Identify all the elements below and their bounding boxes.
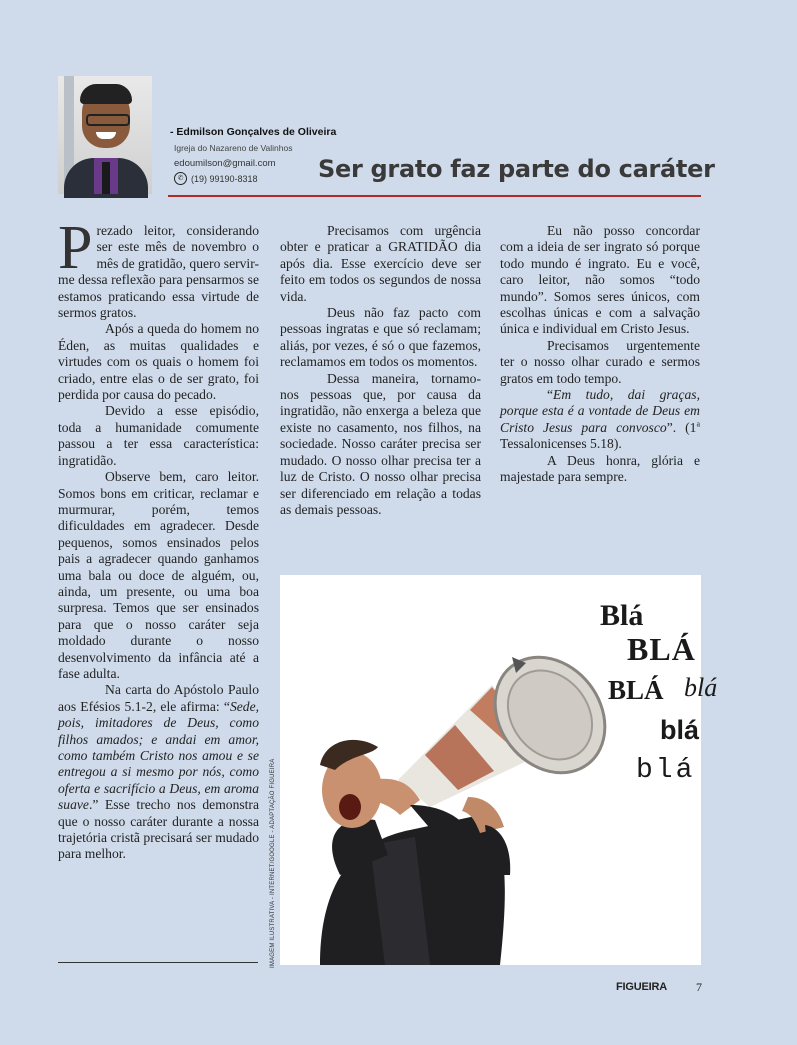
page-number: 7 xyxy=(696,980,702,994)
image-credit: IMAGEM ILUSTRATIVA - INTERNET/GOOGLE - ADAPTAÇÃO FIGUEIRA xyxy=(270,758,276,968)
bla-text-4: blá xyxy=(684,673,718,702)
paragraph: A Deus honra, glória e majestade para sempre. xyxy=(500,452,700,485)
author-name: - Edmilson Gonçalves de Oliveira xyxy=(170,126,337,138)
paragraph xyxy=(58,214,259,321)
paragraph-text: rezado leitor, considerando ser este mês de novembro o mês de gratidão, quero servir-me dessa reflexão para pensarmos se estamos praticando essa virtude de sermos gratos. xyxy=(58,223,259,321)
paragraph: Observe bem, caro leitor. Somos bons em criticar, reclamar e murmurar, porém, temos dificuldades em agradecer. Desde pequenos, somos ensinados pelos pais a agradecer quando ganhamos uma bala ou doce de alguém, ou, ainda, um presente, ou uma boa surpresa. Temos que ser ensinados para que o nosso caráter seja moldado durante o nosso desenvolvimento da infância até a fase adulta. xyxy=(58,469,259,681)
scripture-quote: Em tudo, dai graças, porque esta é a vontade de Deus em Cristo Jesus para convosco xyxy=(500,387,700,435)
author-byline xyxy=(170,126,336,185)
bla-text-1: Blá xyxy=(600,599,644,632)
paragraph: Eu não posso concordar com a ideia de ser ingrato só porque todo mundo é ingrato. Eu e você, caro leitor, não somos “todo mundo”. Somos seres únicos, com escolhas únicas e com a salvação única e individual em Cristo Jesus. xyxy=(500,223,700,337)
author-church: Igreja do Nazareno de Valinhos xyxy=(174,143,293,153)
article-column-1 xyxy=(58,214,259,863)
headline-rule xyxy=(168,195,701,197)
author-glasses xyxy=(86,114,130,126)
whatsapp-icon: ✆ xyxy=(174,172,187,185)
author-phone xyxy=(174,172,336,185)
paragraph: Precisamos urgentemente ter o nosso olhar curado e sermos gratos em todo tempo. xyxy=(500,337,700,386)
paragraph-text: ”. (1 xyxy=(666,419,697,435)
paragraph-text: “ xyxy=(547,387,554,403)
article-headline: Ser grato faz parte do caráter xyxy=(318,155,715,183)
drop-cap: P xyxy=(58,214,93,282)
paragraph xyxy=(500,387,700,453)
scripture-reference: Tessalonicenses 5.18). xyxy=(500,436,622,452)
paragraph-text: .” Esse trecho nos demonstra que o nosso caráter durante a nossa trajetória cristã precisará ser mudado para melhor. xyxy=(58,797,259,862)
author-hair xyxy=(80,84,132,104)
paragraph: Dessa maneira, tornamo-nos pessoas que, por causa da ingratidão, não enxerga a beleza que existe no casamento, nos filhos, na sociedade. Nosso caráter precisa ser mudado. O nosso olhar precisa ter a luz de Cristo. O nosso olhar precisa ser diferenciado em relação a todas as demais pessoas. xyxy=(280,370,481,517)
illustration-photo xyxy=(280,575,718,965)
superscript: a xyxy=(696,419,700,429)
paragraph xyxy=(58,682,259,862)
megaphone-icon xyxy=(398,635,628,807)
bla-text-3: BLÁ xyxy=(608,675,664,705)
paragraph: Precisamos com urgência obter e praticar a GRATIDÃO dia após dia. Esse exercício deve ser feito em todos os segundos de nossa vida. xyxy=(280,223,481,304)
paragraph: Devido a esse episódio, toda a humanidade comumente passou a ter essa característica: ingratidão. xyxy=(58,403,259,468)
bla-text-5: blá xyxy=(660,715,700,745)
column-end-rule xyxy=(58,962,258,963)
magazine-name: FIGUEIRA xyxy=(616,981,667,993)
author-email[interactable]: edoumilson@gmail.com xyxy=(174,158,276,169)
paragraph-text: Na carta do Apóstolo Paulo aos Efésios 5.1-2, ele afirma: “ xyxy=(58,682,259,714)
scripture-quote: Sede, pois, imitadores de Deus, como filhos amados; e andai em amor, como também Cristo nos amou e se entregou a si mesmo por nós, como oferta e sacrifício a Deus, em aroma suave xyxy=(58,698,259,813)
article-column-3 xyxy=(500,223,700,486)
paragraph: Após a queda do homem no Éden, as muitas qualidades e virtudes com os quais o homem foi criado, entre elas o de ser grato, foi perdida por causa do pecado. xyxy=(58,321,259,403)
bla-text-2: BLÁ xyxy=(627,631,696,667)
author-phone-number[interactable]: (19) 99190-8318 xyxy=(191,173,258,184)
author-tie xyxy=(102,162,110,194)
paragraph: Deus não faz pacto com pessoas ingratas e que só reclamam; aliás, por vezes, é só o que fazemos, reclamamos em todos os momentos. xyxy=(280,305,481,370)
bla-text-6: blá xyxy=(636,755,696,786)
author-photo xyxy=(58,76,152,194)
article-column-2 xyxy=(280,223,481,518)
